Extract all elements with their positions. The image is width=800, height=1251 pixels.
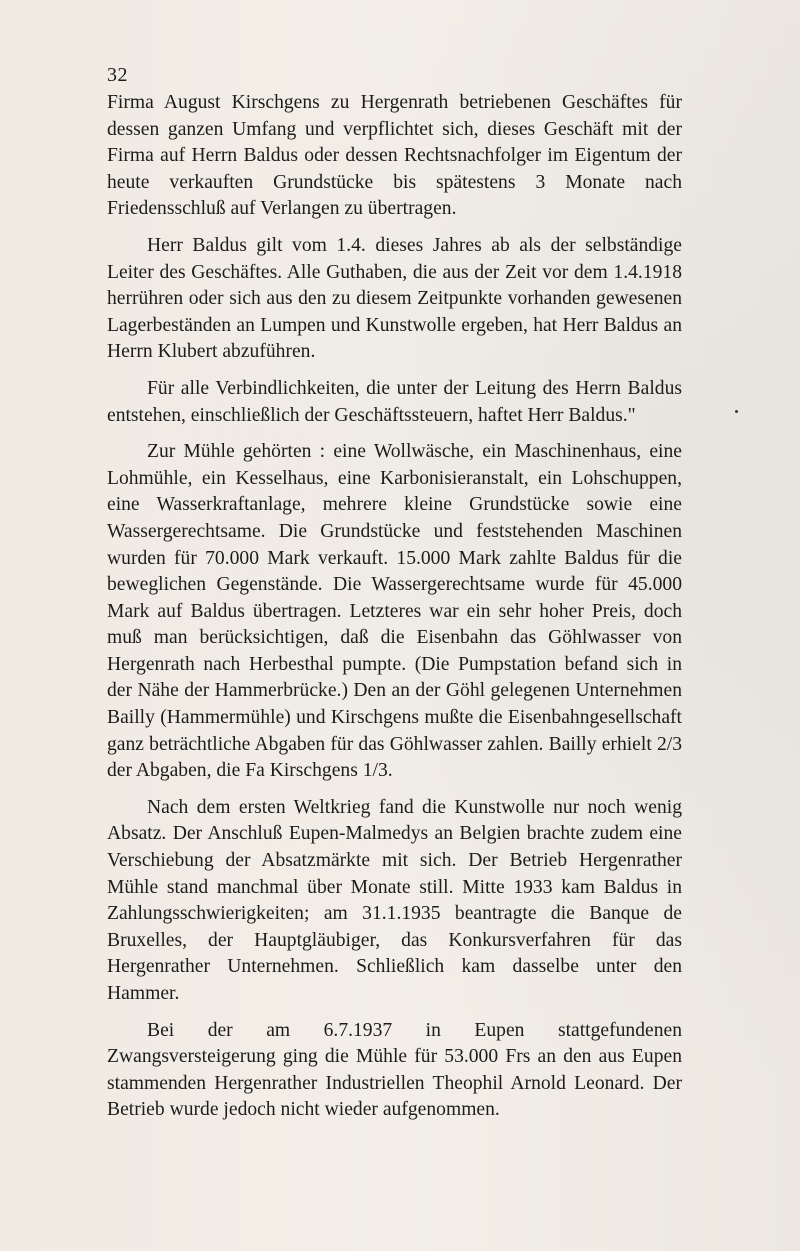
paragraph-5: Nach dem ersten Weltkrieg fand die Kunstwolle nur noch wenig Absatz. Der Anschluß Eupen-Malmedys an Belgien brachte zudem eine Verschiebung der Absatzmärkte mit sich. Der Betrieb Hergenrather Mühle stand manchmal über Monate still. Mitte 1933 kam Baldus in Zahlungsschwierigkeiten; am 31.1.1935 beantragte die Banque de Bruxelles, der Hauptgläubiger, das Konkursverfahren für das Hergenrather Unternehmen. Schließlich kam dasselbe unter den Hammer. [107, 796, 682, 1004]
paragraph-3: Für alle Verbindlichkeiten, die unter der Leitung des Herrn Baldus entstehen, einschließlich der Geschäftssteuern, haftet Herr Baldus." [107, 377, 682, 426]
paragraph-4: Zur Mühle gehörten : eine Wollwäsche, ein Maschinenhaus, eine Lohmühle, ein Kesselhaus, eine Karbonisieranstalt, ein Lohschuppen, eine Wasserkraftanlage, mehrere kleine Grundstücke sowie eine Wassergerechtsame. Die Grundstücke und feststehenden Maschinen wurden für 70.000 Mark verkauft. 15.000 Mark zahlte Baldus für die beweglichen Gegenstände. Die Wassergerechtsame wurde für 45.000 Mark auf Baldus übertragen. Letzteres war ein sehr hoher Preis, doch muß man berücksichtigen, daß die Eisenbahn das Göhlwasser von Hergenrath nach Herbesthal pumpte. (Die Pumpstation befand sich in der Nähe der Hammerbrücke.) Den an der Göhl gelegenen Unternehmen Bailly (Hammermühle) und Kirschgens mußte die Eisenbahngesellschaft ganz beträchtliche Abgaben für das Göhlwasser zahlen. Bailly erhielt 2/3 der Abgaben, die Fa Kirschgens 1/3. [107, 441, 682, 782]
body-text [107, 90, 682, 1134]
paragraph-2: Herr Baldus gilt vom 1.4. dieses Jahres ab als der selbständige Leiter des Geschäftes. Alle Guthaben, die aus der Zeit vor dem 1.4.1918 herrühren oder sich aus den zu diesem Zeitpunkte vorhanden gewesenen Lagerbeständen an Lumpen und Kunstwolle ergeben, hat Herr Baldus an Herrn Klubert abzuführen. [107, 234, 682, 363]
page-number: 32 [107, 64, 128, 86]
paragraph-6: Bei der am 6.7.1937 in Eupen stattgefundenen Zwangsversteigerung ging die Mühle für 53.000 Frs an den aus Eupen stammenden Hergenrather Industriellen Theophil Arnold Leonard. Der Betrieb wurde jedoch nicht wieder aufgenommen. [107, 1019, 682, 1121]
paragraph-1: Firma August Kirschgens zu Hergenrath betriebenen Geschäftes für dessen ganzen Umfang und verpflichtet sich, dieses Geschäft mit der Firma auf Herrn Baldus oder dessen Rechtsnachfolger im Eigentum der heute verkauften Grundstücke bis spätestens 3 Monate nach Friedensschluß auf Verlangen zu übertragen. [107, 92, 682, 220]
ink-speck [735, 410, 738, 413]
